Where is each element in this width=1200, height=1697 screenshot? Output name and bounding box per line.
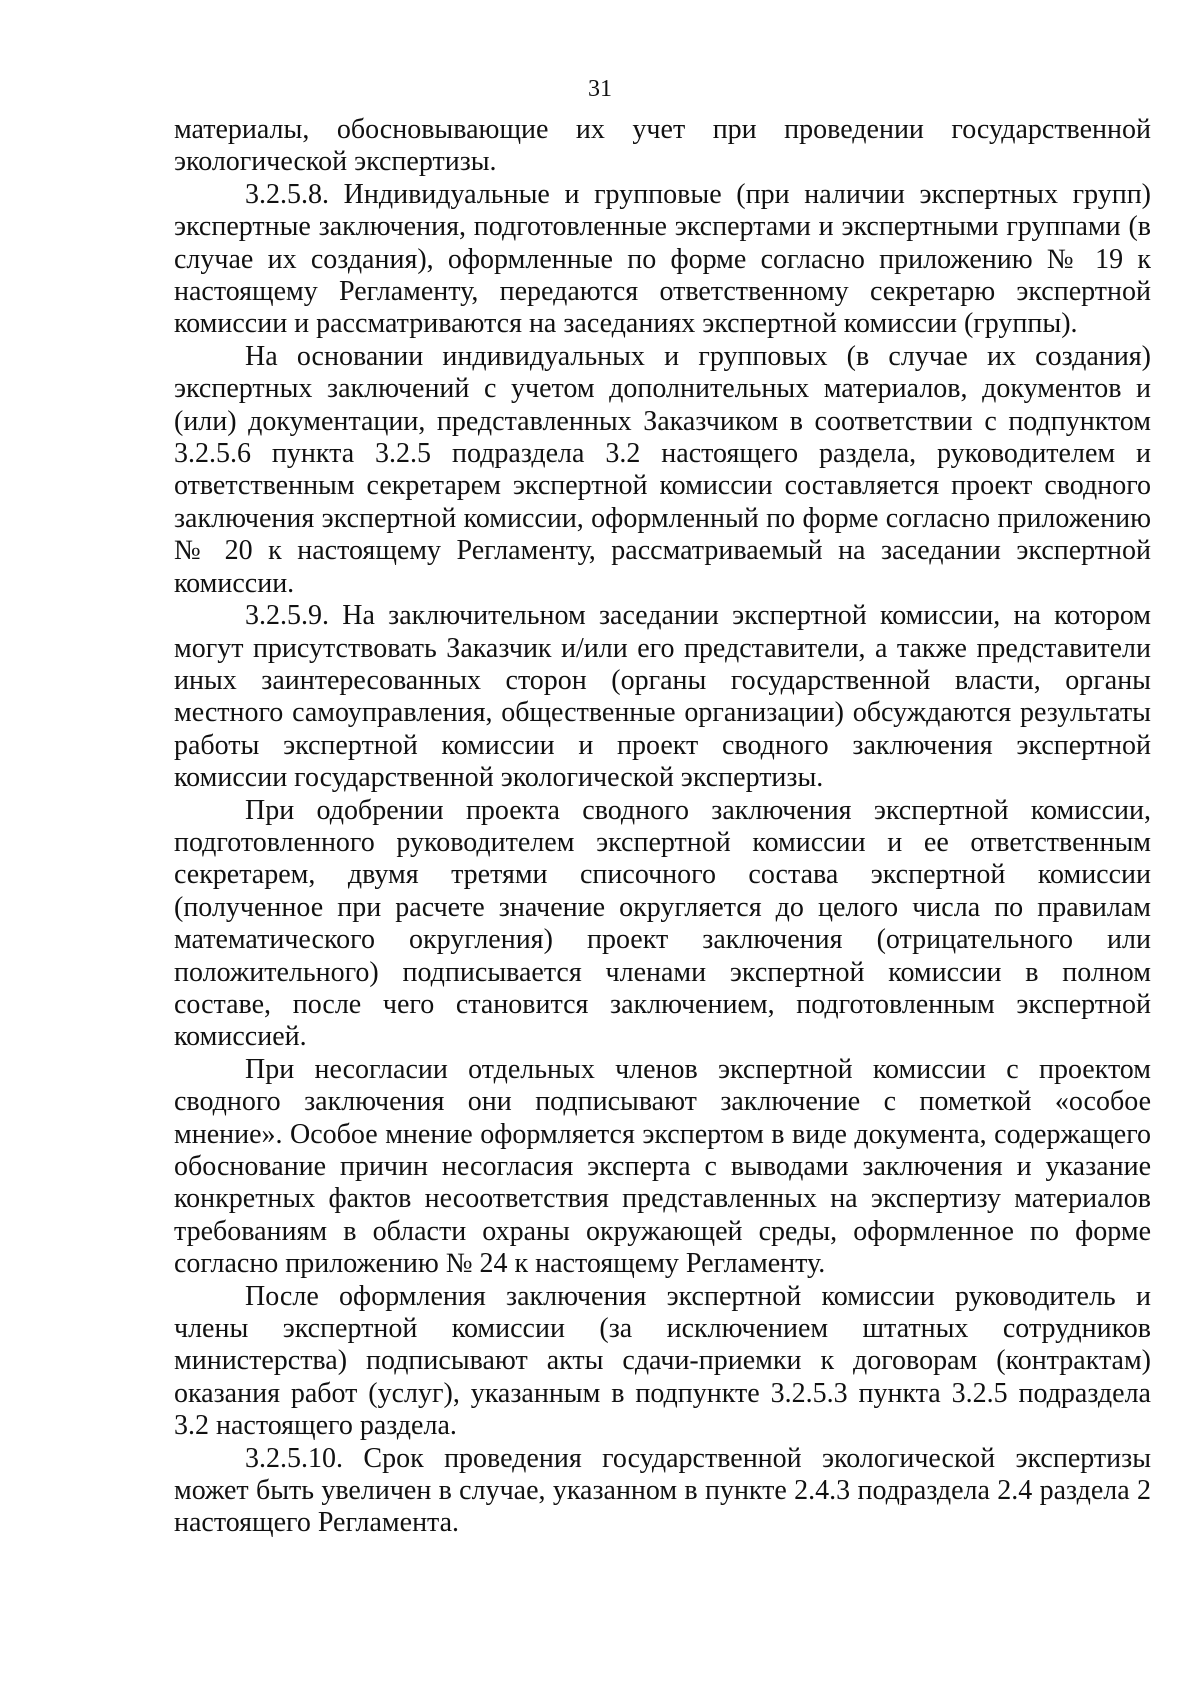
paragraph-3-2-5-9: 3.2.5.9. На заключительном заседании экспертной комиссии, на котором могут присутствовать Заказчик и/или его представители, а также представители иных заинтересованных сторон (органы государственной власти, органы местного самоуправления, общественные организации) обсуждаются результаты работы экспертной комиссии и проект сводного заключения экспертной комиссии государственной экологической экспертизы. [174,600,1151,794]
paragraph-dissenting-opinion: При несогласии отдельных членов экспертной комиссии с проектом сводного заключения они подписывают заключение с пометкой «особое мнение». Особое мнение оформляется экспертом в виде документа, содержащего обоснование причин несогласия эксперта с выводами заключения и указание конкретных фактов несоответствия представленных на экспертизу материалов требованиям в области охраны окружающей среды, оформленное по форме согласно приложению № 24 к настоящему Регламенту. [174,1053,1151,1280]
page-number: 31 [588,76,612,102]
document-body [174,114,1151,1540]
paragraph-materials-continuation: материалы, обосновывающие их учет при проведении государственной экологической экспертизы. [174,114,1151,178]
paragraph-3-2-5-8: 3.2.5.8. Индивидуальные и групповые (при наличии экспертных групп) экспертные заключения, подготовленные экспертами и экспертными группами (в случае их создания), оформленные по форме согласно приложению № 19 к настоящему Регламенту, передаются ответственному секретарю экспертной комиссии и рассматриваются на заседаниях экспертной комиссии (группы). [174,178,1151,340]
paragraph-3-2-5-10: 3.2.5.10. Срок проведения государственной экологической экспертизы может быть увеличен в случае, указанном в пункте 2.4.3 подраздела 2.4 раздела 2 настоящего Регламента. [174,1442,1151,1539]
paragraph-summary-draft: На основании индивидуальных и групповых (в случае их создания) экспертных заключений с учетом дополнительных материалов, документов и (или) документации, представленных Заказчиком в соответствии с подпунктом 3.2.5.6 пункта 3.2.5 подраздела 3.2 настоящего раздела, руководителем и ответственным секретарем экспертной комиссии составляется проект сводного заключения экспертной комиссии, оформленный по форме согласно приложению № 20 к настоящему Регламенту, рассматриваемый на заседании экспертной комиссии. [174,340,1151,599]
paragraph-acceptance-acts: После оформления заключения экспертной комиссии руководитель и члены экспертной комиссии (за исключением штатных сотрудников министерства) подписывают акты сдачи-приемки к договорам (контрактам) оказания работ (услуг), указанным в подпункте 3.2.5.3 пункта 3.2.5 подраздела 3.2 настоящего раздела. [174,1280,1151,1442]
paragraph-approval: При одобрении проекта сводного заключения экспертной комиссии, подготовленного руководителем экспертной комиссии и ее ответственным секретарем, двумя третями списочного состава экспертной комиссии (полученное при расчете значение округляется до целого числа по правилам математического округления) проект заключения (отрицательного или положительного) подписывается членами экспертной комиссии в полном составе, после чего становится заключением, подготовленным экспертной комиссией. [174,794,1151,1053]
